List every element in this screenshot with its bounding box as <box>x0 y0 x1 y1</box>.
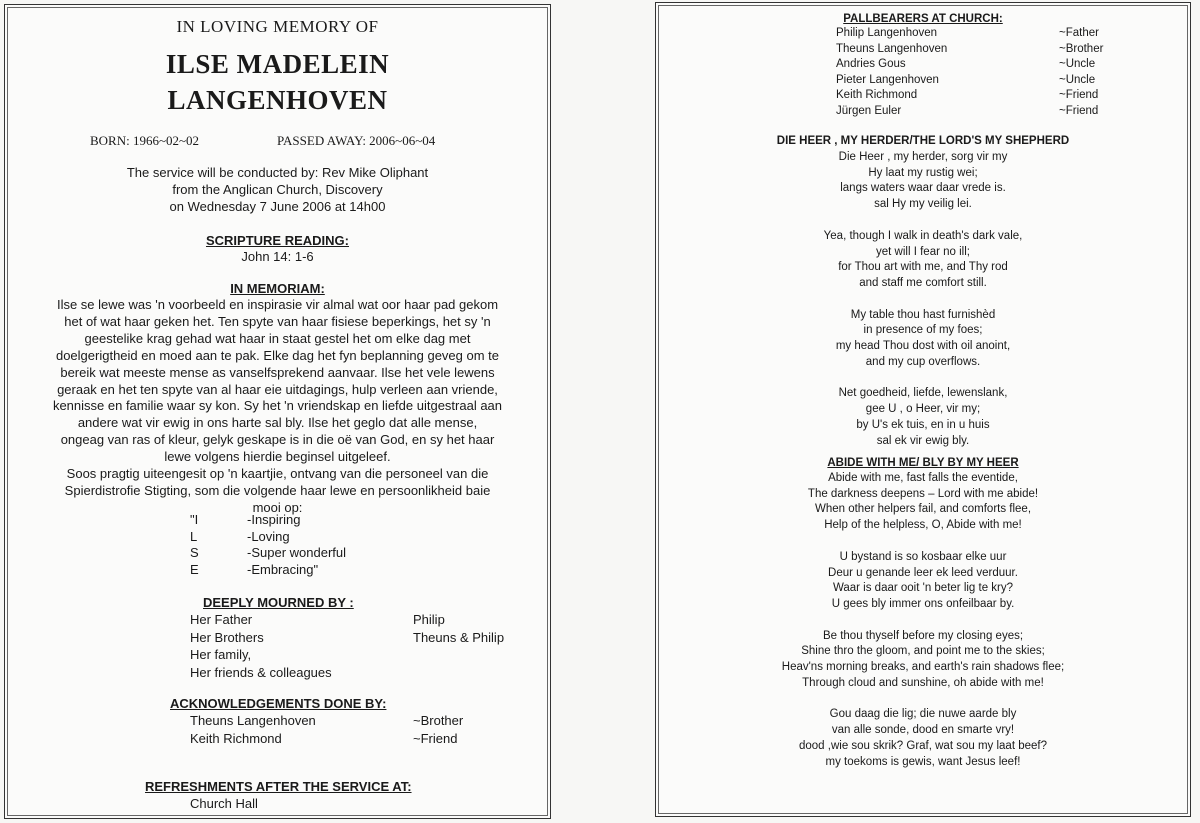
service-line: on Wednesday 7 June 2006 at 14h00 <box>169 199 386 214</box>
pallbearer-name: Theuns Langenhoven <box>836 42 948 55</box>
memoriam-line: geestelike krag gehad wat haar in staat gestel het om elke dag met <box>84 330 471 346</box>
hymn-line: Shine thro the gloom, and point me to the skies; <box>801 645 1045 658</box>
psalm-line: Hy laat my rustig wei; <box>868 166 978 179</box>
pallbearer-name: Keith Richmond <box>836 89 918 101</box>
scripture-heading: SCRIPTURE READING: <box>205 233 349 248</box>
pallbearer-role: ~Uncle <box>1059 73 1096 86</box>
scripture-reference: John 14: 1-6 <box>241 249 314 264</box>
mourned-heading: DEEPLY MOURNED BY : <box>203 595 354 610</box>
psalm-line: sal Hy my veilig lei. <box>874 198 972 211</box>
refreshments-heading: REFRESHMENTS AFTER THE SERVICE AT: <box>145 779 412 794</box>
acrostic-letter: L <box>190 528 198 544</box>
memoriam-line: Spierdistrofie Stigting, som die volgende haar lewe en persoonlikheid baie <box>64 482 491 498</box>
pallbearer-name: Pieter Langenhoven <box>836 73 939 86</box>
mourned-name: Theuns & Philip <box>413 629 505 645</box>
psalm-line: sal ek vir ewig bly. <box>876 434 970 447</box>
name-line-2: LANGENHOVEN <box>167 85 388 115</box>
pallbearer-role: ~Uncle <box>1059 58 1096 70</box>
hymn-line: Heav'ns morning breaks, and earth's rain shadows flee; <box>781 661 1065 673</box>
psalm-line: my head Thou dost with oil anoint, <box>835 340 1011 352</box>
mourned-relation: Her family, <box>190 647 252 662</box>
mourned-relation: Her friends & colleagues <box>190 664 332 680</box>
left-page <box>4 4 551 819</box>
service-line: The service will be conducted by: Rev Mike Oliphant <box>126 165 429 180</box>
memoriam-line: ongeag van ras of kleur, gelyk geskape is in die oë van God, en sy het haar <box>60 432 495 448</box>
memoriam-line: mooi op: <box>252 499 303 515</box>
acknowledgements-heading: ACKNOWLEDGEMENTS DONE BY: <box>170 696 387 711</box>
memoriam-line: doelgerigtheid en moed aan te pak. Elke dag het fyn beplanning geveg om te <box>55 347 500 363</box>
hymn-line: Waar is daar ooit 'n beter lig te kry? <box>832 582 1014 595</box>
refreshments-place: Church Hall <box>190 796 258 811</box>
memoriam-line: bereik wat meeste mense as vanselfsprekend aanvaar. Ilse het vele lewens <box>60 364 495 380</box>
hymn-line: When other helpers fail, and comforts flee, <box>814 503 1032 516</box>
psalm-line: Yea, though I walk in death's dark vale, <box>823 229 1023 242</box>
memoriam-line: het of wat haar geken het. Ten spyte van haar fisiese beperkings, het sy 'n <box>64 313 491 329</box>
memoriam-line: Ilse se lewe was 'n voorbeeld en inspirasie vir almal wat oor haar pad gekom <box>56 297 499 312</box>
hymn-line: The darkness deepens – Lord with me abide! <box>807 487 1039 500</box>
psalm-line: by U's ek tuis, en in u huis <box>856 418 990 431</box>
memory-header: IN LOVING MEMORY OF <box>176 17 379 36</box>
acrostic-word: -Super wonderful <box>247 545 346 560</box>
psalm-line: and my cup overflows. <box>865 355 981 368</box>
hymn-line: Be thou thyself before my closing eyes; <box>822 629 1024 642</box>
hymn-heading: ABIDE WITH ME/ BLY BY MY HEER <box>827 457 1019 469</box>
psalm-line: Die Heer , my herder, sorg vir my <box>838 151 1008 163</box>
memoriam-line: Soos pragtig uiteengesit op 'n kaartjie, ontvang van die personeel van die <box>66 466 489 481</box>
pallbearer-name: Andries Gous <box>836 58 906 70</box>
hymn-line: Abide with me, fast falls the eventide, <box>828 472 1018 484</box>
acrostic-letter: E <box>190 561 199 577</box>
memoriam-line: lewe volgens hierdie beginsel uitgeleef. <box>164 449 391 465</box>
acrostic-word: -Inspiring <box>247 512 301 527</box>
pallbearers-heading: PALLBEARERS AT CHURCH: <box>843 13 1003 25</box>
memoriam-line: andere wat vir ewig in ons harte sal bly. Ilse het geglo dat alle mense, <box>77 415 478 431</box>
right-page <box>655 2 1191 817</box>
born-date: BORN: 1966~02~02 <box>90 133 200 148</box>
acrostic-letter: "I <box>190 512 199 527</box>
hymn-line: dood ,wie sou skrik? Graf, wat sou my laat beef? <box>798 739 1047 752</box>
acrostic-letter: S <box>190 545 199 560</box>
mourned-name: Philip <box>413 612 445 627</box>
psalm-line: for Thou art with me, and Thy rod <box>838 261 1008 274</box>
memoriam-heading: IN MEMORIAM: <box>230 281 325 296</box>
psalm-line: yet will I fear no ill; <box>876 245 970 258</box>
acknowledgement-role: ~Brother <box>413 713 464 728</box>
pallbearer-name: Jürgen Euler <box>836 104 902 117</box>
memoriam-line: kennisse en familie waar sy kon. Sy het 'n vriendskap en liefde uitgestraal aan <box>52 398 503 414</box>
acknowledgement-name: Keith Richmond <box>190 730 282 746</box>
psalm-line: Net goedheid, liefde, lewenslank, <box>838 387 1008 400</box>
psalm-heading: DIE HEER , MY HERDER/THE LORD'S MY SHEPHERD <box>776 135 1070 147</box>
acknowledgement-name: Theuns Langenhoven <box>190 713 316 728</box>
hymn-line: van alle sonde, dood en smarte vry! <box>831 724 1015 737</box>
pallbearer-role: ~Father <box>1059 27 1099 39</box>
name-line-1: ILSE MADELEIN <box>165 49 390 79</box>
psalm-line: My table thou hast furnishèd <box>850 308 996 321</box>
pallbearer-role: ~Friend <box>1059 104 1099 117</box>
acknowledgement-role: ~Friend <box>413 730 458 746</box>
acrostic-word: -Loving <box>247 528 290 544</box>
mourned-relation: Her Father <box>190 612 253 627</box>
mourned-relation: Her Brothers <box>190 629 264 645</box>
hymn-line: Gou daag die lig; die nuwe aarde bly <box>829 708 1017 721</box>
psalm-line: in presence of my foes; <box>863 324 983 337</box>
acrostic-word: -Embracing" <box>247 561 319 577</box>
psalm-line: gee U , o Heer, vir my; <box>865 403 981 416</box>
hymn-line: my toekoms is gewis, want Jesus leef! <box>825 755 1021 768</box>
psalm-line: and staff me comfort still. <box>859 276 987 289</box>
memoriam-line: geraak en het ten spyte van al haar eie uitdagings, hulp verleen aan vriende, <box>57 381 498 397</box>
hymn-line: Through cloud and sunshine, oh abide with me! <box>802 676 1044 689</box>
pallbearer-role: ~Friend <box>1059 89 1099 101</box>
psalm-line: langs waters waar daar vrede is. <box>840 182 1006 195</box>
hymn-line: Deur u genande leer ek leed verduur. <box>828 566 1018 579</box>
pallbearer-role: ~Brother <box>1059 42 1104 55</box>
service-line: from the Anglican Church, Discovery <box>172 182 383 197</box>
hymn-line: Help of the helpless, O, Abide with me! <box>824 519 1022 532</box>
hymn-line: U gees bly immer ons onfeilbaar by. <box>831 597 1015 610</box>
pallbearer-name: Philip Langenhoven <box>836 27 938 39</box>
hymn-line: U bystand is so kosbaar elke uur <box>839 550 1007 563</box>
passed-date: PASSED AWAY: 2006~06~04 <box>277 133 436 148</box>
